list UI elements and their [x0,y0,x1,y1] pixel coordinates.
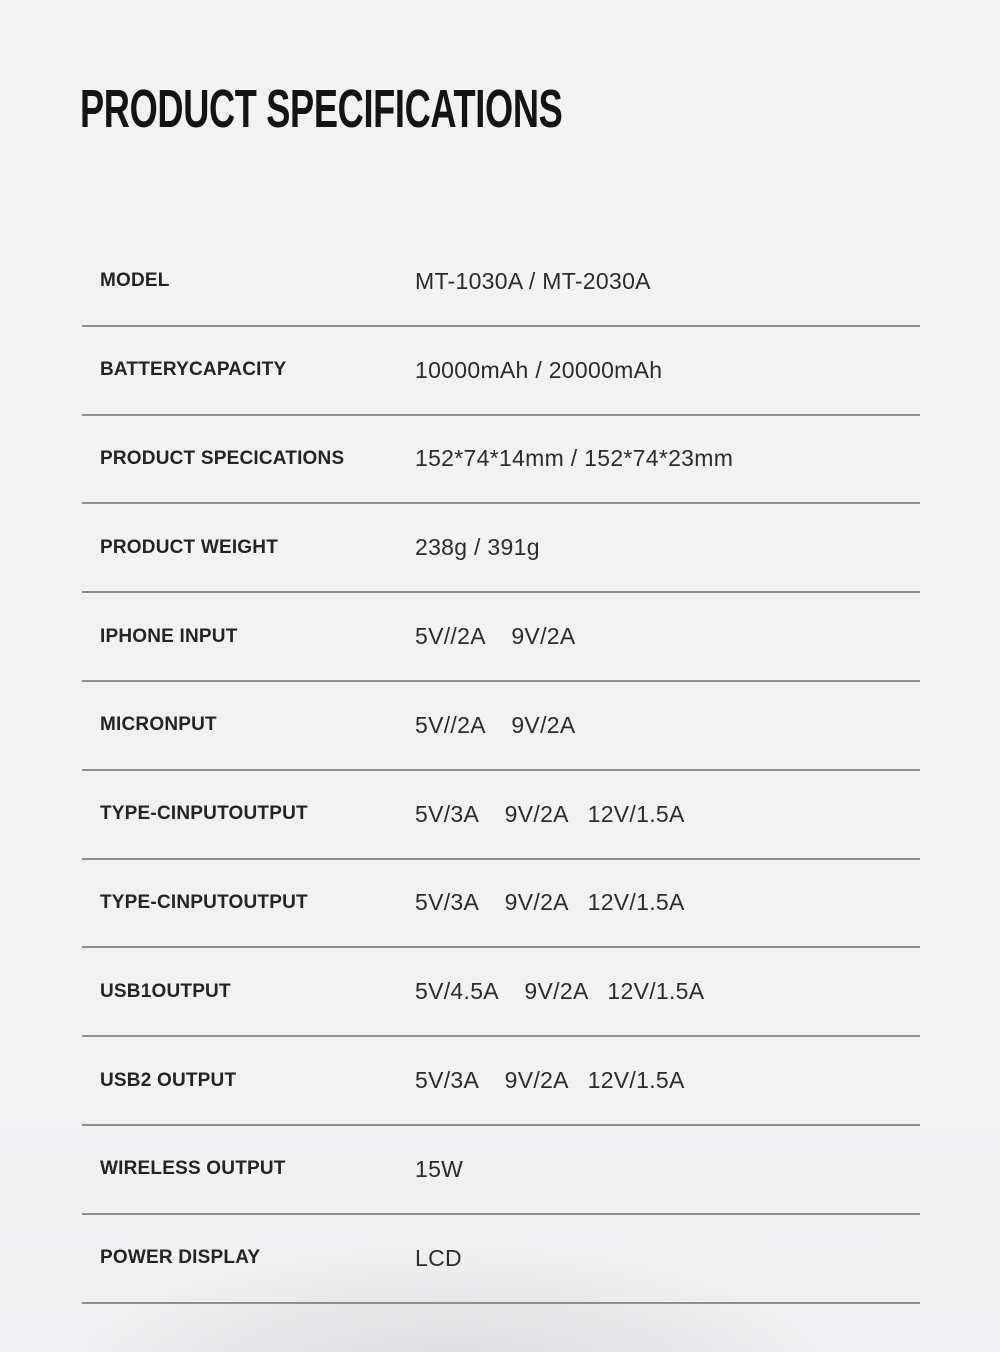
spec-value: MT-1030A / MT-2030A [415,267,651,294]
table-row-power-display [82,1215,920,1304]
table-row-usb1-output [82,948,920,1037]
table-row-iphone-input [82,593,920,682]
spec-value: 5V/3A 9V/2A 12V/1.5A [415,1067,685,1094]
spec-value: 5V//2A 9V/2A [415,623,576,650]
spec-label: USB1OUTPUT [100,980,231,1002]
table-row-product-specifications [82,416,920,505]
table-row-wireless-output [82,1126,920,1215]
spec-label: MODEL [100,270,170,292]
spec-value: 5V/4.5A 9V/2A 12V/1.5A [415,978,705,1005]
table-row-type-c-input-output-2 [82,860,920,949]
table-row-model [82,238,920,327]
spec-value: 152*74*14mm / 152*74*23mm [415,445,734,472]
spec-value: 238g / 391g [415,534,540,561]
spec-value: 5V/3A 9V/2A 12V/1.5A [415,800,685,827]
spec-value: LCD [415,1244,462,1271]
spec-label: MICRONPUT [100,714,217,736]
spec-label: POWER DISPLAY [100,1247,261,1269]
spec-label: BATTERYCAPACITY [100,359,287,381]
spec-value: 10000mAh / 20000mAh [415,356,663,383]
table-row-type-c-input-output-1 [82,771,920,860]
spec-label: PRODUCT WEIGHT [100,536,279,558]
spec-table [82,238,920,1304]
spec-label: TYPE-CINPUTOUTPUT [100,891,308,913]
table-row-battery-capacity [82,327,920,416]
table-row-usb2-output [82,1037,920,1126]
spec-label: USB2 OUTPUT [100,1069,237,1091]
page-title: PRODUCT SPECIFICATIONS [80,79,563,139]
spec-label: TYPE-CINPUTOUTPUT [100,803,308,825]
spec-value: 15W [415,1155,464,1182]
spec-value: 5V//2A 9V/2A [415,711,576,738]
spec-label: PRODUCT SPECICATIONS [100,447,345,469]
table-row-micro-input [82,682,920,771]
spec-label: WIRELESS OUTPUT [100,1158,286,1180]
spec-label: IPHONE INPUT [100,625,238,647]
table-row-product-weight [82,504,920,593]
spec-value: 5V/3A 9V/2A 12V/1.5A [415,889,685,916]
